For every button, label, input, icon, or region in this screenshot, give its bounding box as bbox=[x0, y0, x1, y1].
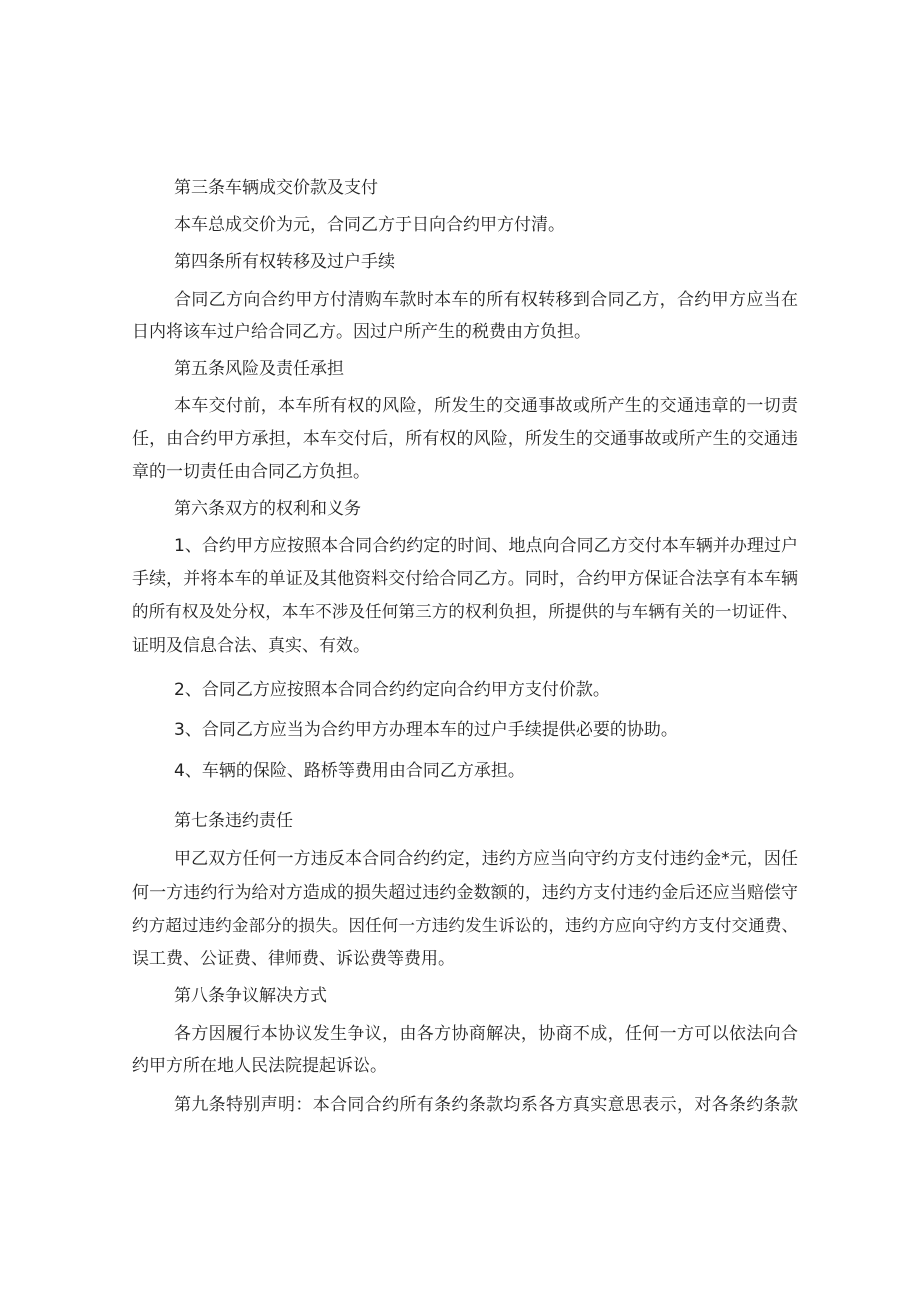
article-5-heading: 第五条风险及责任承担 bbox=[174, 359, 344, 379]
article-6-item-2: 2、合同乙方应按照本合同合约约定向合约甲方支付价款。 bbox=[174, 680, 610, 700]
article-5-text-line-2: 任，由合约甲方承担，本车交付后，所有权的风险，所发生的交通事故或所产生的交通违 bbox=[132, 429, 798, 449]
article-4-heading: 第四条所有权转移及过户手续 bbox=[174, 252, 395, 272]
article-8-heading: 第八条争议解决方式 bbox=[174, 986, 327, 1006]
article-6-item-1-line-1: 1、合约甲方应按照本合同合约约定的时间、地点向合同乙方交付本车辆并办理过户 bbox=[174, 536, 798, 556]
article-3-heading: 第三条车辆成交价款及支付 bbox=[174, 178, 378, 198]
article-7-text-line-4: 误工费、公证费、律师费、诉讼费等费用。 bbox=[132, 949, 455, 969]
article-7-text-line-1: 甲乙双方任何一方违反本合同合约约定，违约方应当向守约方支付违约金*元，因任 bbox=[174, 849, 798, 869]
article-6-item-1-line-2: 手续，并将本车的单证及其他资料交付给合同乙方。同时，合约甲方保证合法享有本车辆 bbox=[132, 569, 798, 589]
article-6-item-3: 3、合同乙方应当为合约甲方办理本车的过户手续提供必要的协助。 bbox=[174, 720, 678, 740]
article-4-text-line-1: 合同乙方向合约甲方付清购车款时本车的所有权转移到合同乙方，合约甲方应当在 bbox=[174, 290, 798, 310]
article-9-text-line-1: 第九条特别声明：本合同合约所有条约条款均系各方真实意思表示，对各条约条款 bbox=[174, 1095, 798, 1115]
article-6-heading: 第六条双方的权利和义务 bbox=[174, 499, 361, 519]
article-5-text-line-1: 本车交付前，本车所有权的风险，所发生的交通事故或所产生的交通违章的一切责 bbox=[174, 396, 798, 416]
article-7-heading: 第七条违约责任 bbox=[174, 811, 293, 831]
article-7-text-line-2: 何一方违约行为给对方造成的损失超过违约金数额的，违约方支付违约金后还应当赔偿守 bbox=[132, 883, 798, 903]
article-3-text: 本车总成交价为元，合同乙方于日向合约甲方付清。 bbox=[174, 215, 565, 235]
article-8-text-line-2: 约甲方所在地人民法院提起诉讼。 bbox=[132, 1056, 387, 1076]
article-8-text-line-1: 各方因履行本协议发生争议，由各方协商解决，协商不成，任何一方可以依法向合 bbox=[174, 1024, 798, 1044]
article-5-text-line-3: 章的一切责任由合同乙方负担。 bbox=[132, 462, 370, 482]
article-4-text-line-2: 日内将该车过户给合同乙方。因过户所产生的税费由方负担。 bbox=[132, 322, 591, 342]
article-6-item-1-line-4: 证明及信息合法、真实、有效。 bbox=[132, 636, 370, 656]
article-6-item-1-line-3: 的所有权及处分权，本车不涉及任何第三方的权利负担，所提供的与车辆有关的一切证件、 bbox=[132, 602, 798, 621]
article-7-text-line-3: 约方超过违约金部分的损失。因任何一方违约发生诉讼的，违约方应向守约方支付交通费、 bbox=[132, 916, 798, 935]
article-6-item-4: 4、车辆的保险、路桥等费用由合同乙方承担。 bbox=[174, 761, 525, 781]
